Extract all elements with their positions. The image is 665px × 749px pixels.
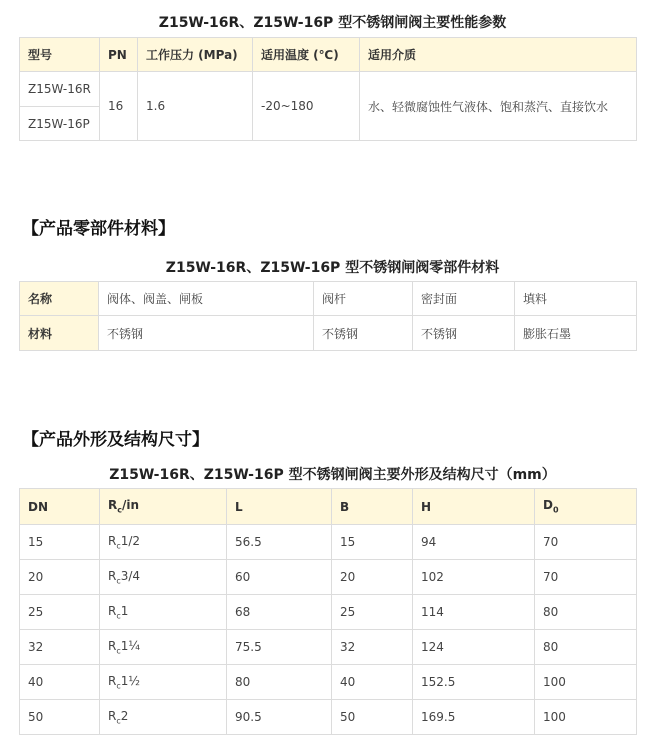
model-cell: Z15W-16R <box>20 72 100 107</box>
l-cell: 75.5 <box>227 630 332 665</box>
header-l: L <box>227 489 332 525</box>
header-h: H <box>413 489 535 525</box>
table-row <box>20 560 637 595</box>
d0-cell: 80 <box>535 595 637 630</box>
b-cell: 25 <box>332 595 413 630</box>
table-cell: 不锈钢 <box>99 316 314 351</box>
table-cell: 阀杆 <box>314 282 413 316</box>
header-b: B <box>332 489 413 525</box>
name-label-cell: 名称 <box>20 282 99 316</box>
b-cell: 50 <box>332 700 413 735</box>
l-cell: 56.5 <box>227 525 332 560</box>
table-row <box>20 595 637 630</box>
table2-caption: Z15W-16R、Z15W-16P 型不锈钢闸阀零部件材料 <box>165 260 500 276</box>
header-temperature: 适用温度 (℃) <box>253 38 360 72</box>
table1-caption: Z15W-16R、Z15W-16P 型不锈钢闸阀主要性能参数 <box>158 15 507 31</box>
d0-cell: 100 <box>535 700 637 735</box>
pn-cell: 16 <box>100 72 138 141</box>
h-cell: 152.5 <box>413 665 535 700</box>
b-cell: 40 <box>332 665 413 700</box>
rc-cell: $R_c3/4$ <box>100 560 227 595</box>
rc-cell: $R_c1\frac{1}{2}$ <box>100 665 227 700</box>
dn-cell: 15 <box>20 525 100 560</box>
table-row <box>20 630 637 665</box>
dn-cell: 25 <box>20 595 100 630</box>
header-model: 型号 <box>20 38 100 72</box>
header-d0: $D_0$ <box>535 489 637 525</box>
temperature-cell: -20~180 <box>253 72 360 141</box>
material-label-cell: 材料 <box>20 316 99 351</box>
section-title-dimensions: 【产品外形及结构尺寸】 <box>22 430 209 450</box>
table-cell: 不锈钢 <box>314 316 413 351</box>
h-cell: 94 <box>413 525 535 560</box>
header-dn: DN <box>20 489 100 525</box>
medium-cell: 水、轻微腐蚀性气液体、饱和蒸汽、直接饮水 <box>360 72 637 141</box>
materials-table <box>19 281 637 351</box>
performance-table <box>19 37 637 141</box>
section-title-parts: 【产品零部件材料】 <box>22 219 175 239</box>
table-header-row <box>20 489 637 525</box>
table-row <box>20 72 637 107</box>
b-cell: 15 <box>332 525 413 560</box>
table-row <box>20 282 637 316</box>
header-pressure: 工作压力 (MPa) <box>138 38 253 72</box>
rc-cell: $R_c2$ <box>100 700 227 735</box>
dn-cell: 20 <box>20 560 100 595</box>
d0-cell: 70 <box>535 525 637 560</box>
table-cell: 阀体、阀盖、闸板 <box>99 282 314 316</box>
table-cell: 膨胀石墨 <box>515 316 637 351</box>
dn-cell: 40 <box>20 665 100 700</box>
l-cell: 68 <box>227 595 332 630</box>
table3-caption: Z15W-16R、Z15W-16P 型不锈钢闸阀主要外形及结构尺寸（mm） <box>109 467 556 483</box>
table-row <box>20 665 637 700</box>
header-medium: 适用介质 <box>360 38 637 72</box>
model-cell: Z15W-16P <box>20 107 100 141</box>
dimensions-table <box>19 488 637 735</box>
table-row <box>20 316 637 351</box>
table-cell: 密封面 <box>413 282 515 316</box>
header-pn: PN <box>100 38 138 72</box>
d0-cell: 70 <box>535 560 637 595</box>
b-cell: 20 <box>332 560 413 595</box>
d0-cell: 100 <box>535 665 637 700</box>
h-cell: 114 <box>413 595 535 630</box>
l-cell: 90.5 <box>227 700 332 735</box>
h-cell: 124 <box>413 630 535 665</box>
table-cell: 填料 <box>515 282 637 316</box>
table-header-row <box>20 38 637 72</box>
rc-cell: $R_c1$ <box>100 595 227 630</box>
table-row <box>20 700 637 735</box>
b-cell: 32 <box>332 630 413 665</box>
header-rc: $R_c/in$ <box>100 489 227 525</box>
rc-cell: $R_c1/2$ <box>100 525 227 560</box>
h-cell: 102 <box>413 560 535 595</box>
l-cell: 60 <box>227 560 332 595</box>
pressure-cell: 1.6 <box>138 72 253 141</box>
table-row <box>20 525 637 560</box>
d0-cell: 80 <box>535 630 637 665</box>
l-cell: 80 <box>227 665 332 700</box>
table-cell: 不锈钢 <box>413 316 515 351</box>
rc-cell: $R_c1\frac{1}{4}$ <box>100 630 227 665</box>
dn-cell: 32 <box>20 630 100 665</box>
dn-cell: 50 <box>20 700 100 735</box>
h-cell: 169.5 <box>413 700 535 735</box>
